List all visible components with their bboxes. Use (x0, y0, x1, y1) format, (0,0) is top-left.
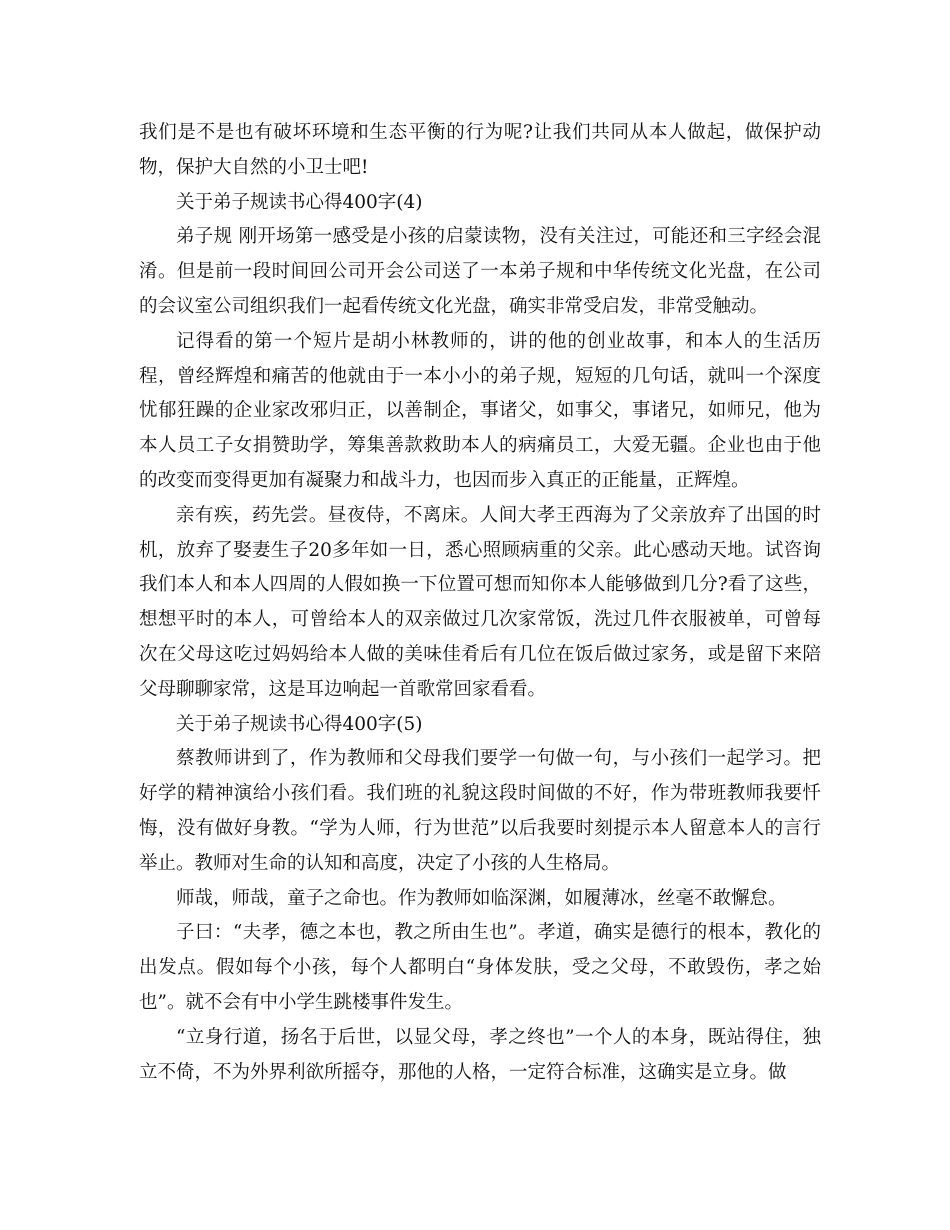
paragraph: 蔡教师讲到了，作为教师和父母我们要学一句做一句，与小孩们一起学习。把好学的精神演给小孩们看。我们班的礼貌这段时间做的不好，作为带班教师我要忏悔，没有做好身教。“学为人师，行为世范”以后我要时刻提示本人留意本人的言行举止。教师对生命的认知和高度，决定了小孩的人生格局。 (139, 748, 821, 874)
paragraph: 弟子规 刚开场第一感受是小孩的启蒙读物，没有关注过，可能还和三字经会混淆。但是前一段时间回公司开会公司送了一本弟子规和中华传统文化光盘，在公司的会议室公司组织我们一起看传统文化光盘，确实非常受启发，非常受触动。 (139, 226, 821, 317)
paragraph: 记得看的第一个短片是胡小林教师的，讲的他的创业故事，和本人的生活历程，曾经辉煌和痛苦的他就由于一本小小的弟子规，短短的几句话，就叫一个深度忧郁狂躁的企业家改邪归正，以善制企，事诸父，如事父，事诸兄，如师兄，他为本人员工子女捐赞助学，筹集善款救助本人的病痛员工，大爱无疆。企业也由于他的改变而变得更加有凝聚力和战斗力，也因而步入真正的正能量，正辉煌。 (139, 330, 821, 491)
section-heading: 关于弟子规读书心得400字(5) (176, 713, 423, 735)
paragraph: 我们是不是也有破坏环境和生态平衡的行为呢?让我们共同从本人做起，做保护动物，保护大自然的小卫士吧! (139, 122, 821, 178)
document-body (139, 116, 821, 1090)
section-heading: 关于弟子规读书心得400字(4) (176, 191, 423, 213)
paragraph: “立身行道，扬名于后世，以显父母，孝之终也”一个人的本身，既站得住，独立不倚，不为外界利欲所摇夺，那他的人格，一定符合标准，这确实是立身。做 (139, 1026, 821, 1083)
paragraph: 师哉，师哉，童子之命也。作为教师如临深渊，如履薄冰，丝毫不敢懈怠。 (176, 887, 787, 909)
paragraph: 亲有疾，药先尝。昼夜侍，不离床。人间大孝王西海为了父亲放弃了出国的时机，放弃了娶妻生子20多年如一日，悉心照顾病重的父亲。此心感动天地。试咨询我们本人和本人四周的人假如换一下位置可想而知你本人能够做到几分?看了这些，想想平时的本人，可曾给本人的双亲做过几次家常饭，洗过几件衣服被单，可曾每次在父母这吃过妈妈给本人做的美味佳肴后有几位在饭后做过家务，或是留下来陪父母聊聊家常，这是耳边响起一首歌常回家看看。 (139, 504, 821, 700)
paragraph: 子曰：“夫孝，德之本也，教之所由生也”。孝道，确实是德行的根本，教化的出发点。假如每个小孩，每个人都明白“身体发肤，受之父母，不敢毁伤，孝之始也”。就不会有中小学生跳楼事件发生。 (139, 922, 821, 1013)
